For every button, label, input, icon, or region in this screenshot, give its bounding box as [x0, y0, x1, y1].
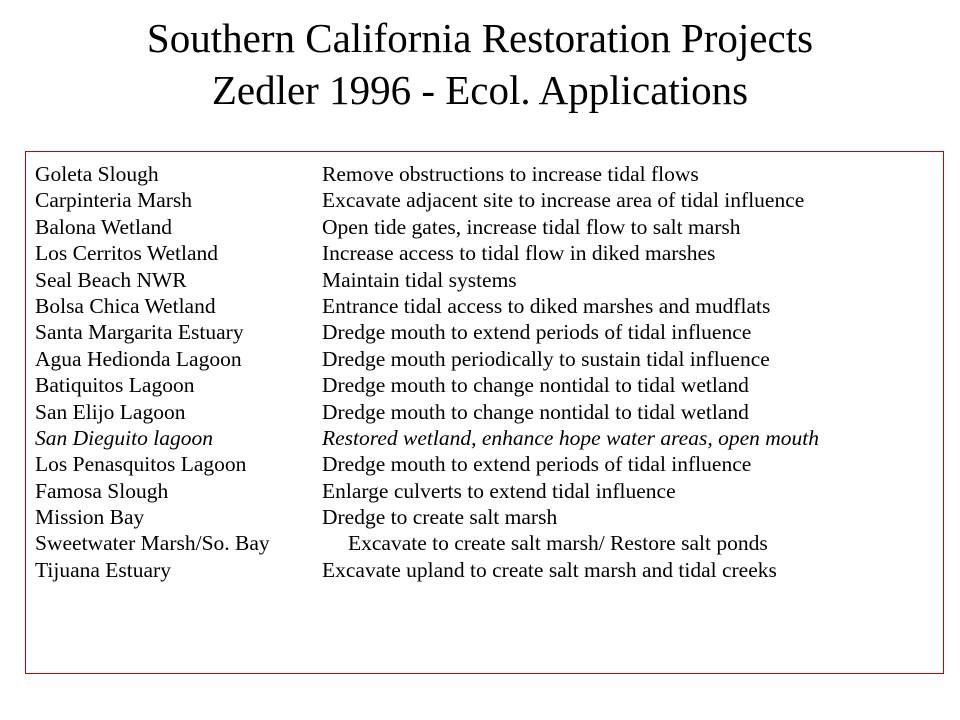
- site-action: Dredge mouth to change nontidal to tidal wetland: [322, 399, 749, 424]
- site-action: Excavate adjacent site to increase area of tidal influence: [322, 188, 805, 213]
- site-action: Dredge mouth to extend periods of tidal influence: [322, 320, 752, 345]
- site-action: Excavate to create salt marsh/ Restore salt ponds: [348, 531, 768, 556]
- site-name: Seal Beach NWR: [35, 267, 187, 292]
- site-name: Tijuana Estuary: [35, 557, 171, 582]
- title-line-1: Southern California Restoration Projects: [146, 15, 814, 61]
- site-action: Dredge mouth periodically to sustain tidal influence: [322, 346, 770, 371]
- site-name: Famosa Slough: [35, 478, 169, 503]
- site-name: San Elijo Lagoon: [35, 399, 186, 424]
- site-name: Bolsa Chica Wetland: [35, 293, 216, 318]
- site-action: Increase access to tidal flow in diked marshes: [322, 241, 716, 266]
- site-name: Goleta Slough: [35, 162, 159, 186]
- site-action: Dredge mouth to extend periods of tidal influence: [322, 452, 752, 477]
- site-name: San Dieguito lagoon: [35, 425, 213, 450]
- site-action: Open tide gates, increase tidal flow to salt marsh: [322, 214, 741, 239]
- site-action: Enlarge culverts to extend tidal influence: [322, 478, 676, 503]
- slide-title: [0, 12, 960, 116]
- project-table-box: [25, 151, 944, 674]
- site-action: Entrance tidal access to diked marshes and mudflats: [322, 293, 771, 318]
- site-name: Los Cerritos Wetland: [35, 241, 218, 266]
- site-action: Dredge to create salt marsh: [322, 505, 558, 530]
- site-action: Restored wetland, enhance hope water areas, open mouth: [322, 425, 819, 450]
- site-name: Balona Wetland: [35, 214, 172, 239]
- site-action: Excavate upland to create salt marsh and tidal creeks: [322, 557, 777, 582]
- site-name: Batiquitos Lagoon: [35, 373, 195, 398]
- site-name: Carpinteria Marsh: [35, 188, 193, 213]
- site-action: Remove obstructions to increase tidal flows: [322, 162, 699, 186]
- site-name: Mission Bay: [35, 505, 145, 530]
- site-action: Maintain tidal systems: [322, 267, 517, 292]
- site-name: Sweetwater Marsh/So. Bay: [35, 531, 270, 556]
- site-name: Agua Hedionda Lagoon: [35, 346, 242, 371]
- site-name: Los Penasquitos Lagoon: [35, 452, 247, 477]
- site-action: Dredge mouth to change nontidal to tidal wetland: [322, 373, 749, 398]
- title-line-2: Zedler 1996 - Ecol. Applications: [211, 67, 749, 113]
- site-name: Santa Margarita Estuary: [35, 320, 244, 345]
